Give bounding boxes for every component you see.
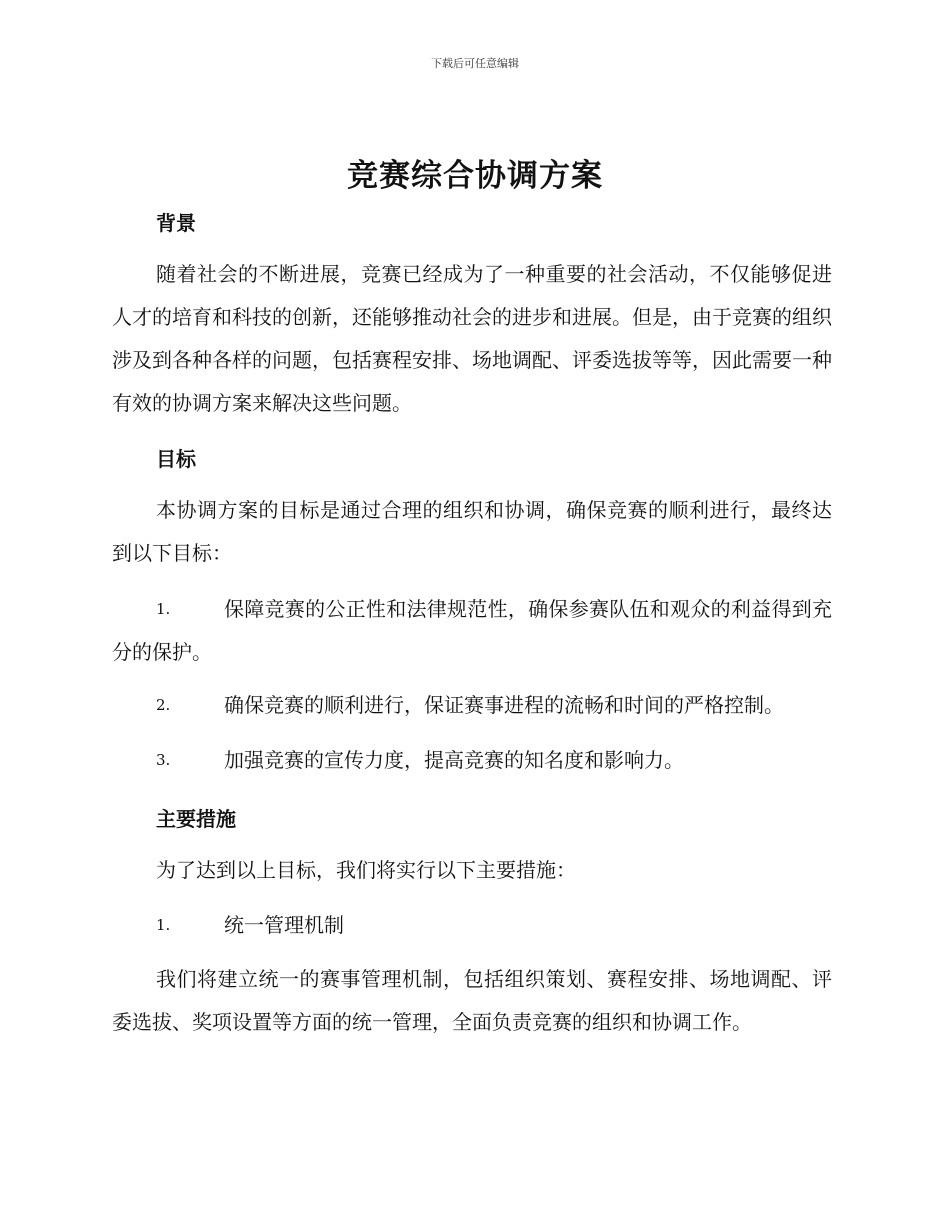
heading-goals: 目标	[156, 447, 196, 471]
list-item	[112, 684, 832, 727]
list-item-number: 2.	[156, 696, 171, 714]
list-item-text: 保障竞赛的公正性和法律规范性，确保参赛队伍和观众的利益得到充分的保护。	[112, 597, 832, 664]
paragraph-management: 我们将建立统一的赛事管理机制，包括组织策划、赛程安排、场地调配、评委选拔、奖项设置等方面的统一管理，全面负责竞赛的组织和协调工作。	[112, 967, 832, 1034]
document-title: 竞赛综合协调方案	[347, 158, 603, 194]
list-item-number: 1.	[156, 600, 171, 618]
heading-measures: 主要措施	[156, 807, 236, 831]
paragraph-background: 随着社会的不断进展，竞赛已经成为了一种重要的社会活动，不仅能够促进人才的培育和科技的创新，还能够推动社会的进步和进展。但是，由于竞赛的组织涉及到各种各样的问题，包括赛程安排、场地调配、评委选拔等等，因此需要一种有效的协调方案来解决这些问题。	[112, 262, 832, 415]
list-item-number: 1.	[156, 916, 171, 934]
list-item	[112, 739, 832, 782]
paragraph-goals: 本协调方案的目标是通过合理的组织和协调，确保竞赛的顺利进行，最终达到以下目标：	[112, 498, 832, 565]
list-item-text: 加强竞赛的宣传力度，提高竞赛的知名度和影响力。	[224, 748, 684, 772]
list-item	[112, 904, 832, 947]
heading-background: 背景	[156, 211, 196, 235]
list-item-number: 3.	[156, 751, 171, 769]
list-item	[112, 588, 832, 674]
header-note: 下载后可任意编辑	[431, 57, 519, 70]
list-item-text: 确保竞赛的顺利进行，保证赛事进程的流畅和时间的严格控制。	[224, 693, 784, 717]
paragraph-measures: 为了达到以上目标，我们将实行以下主要措施：	[156, 858, 576, 882]
list-item-text: 统一管理机制	[224, 913, 344, 937]
